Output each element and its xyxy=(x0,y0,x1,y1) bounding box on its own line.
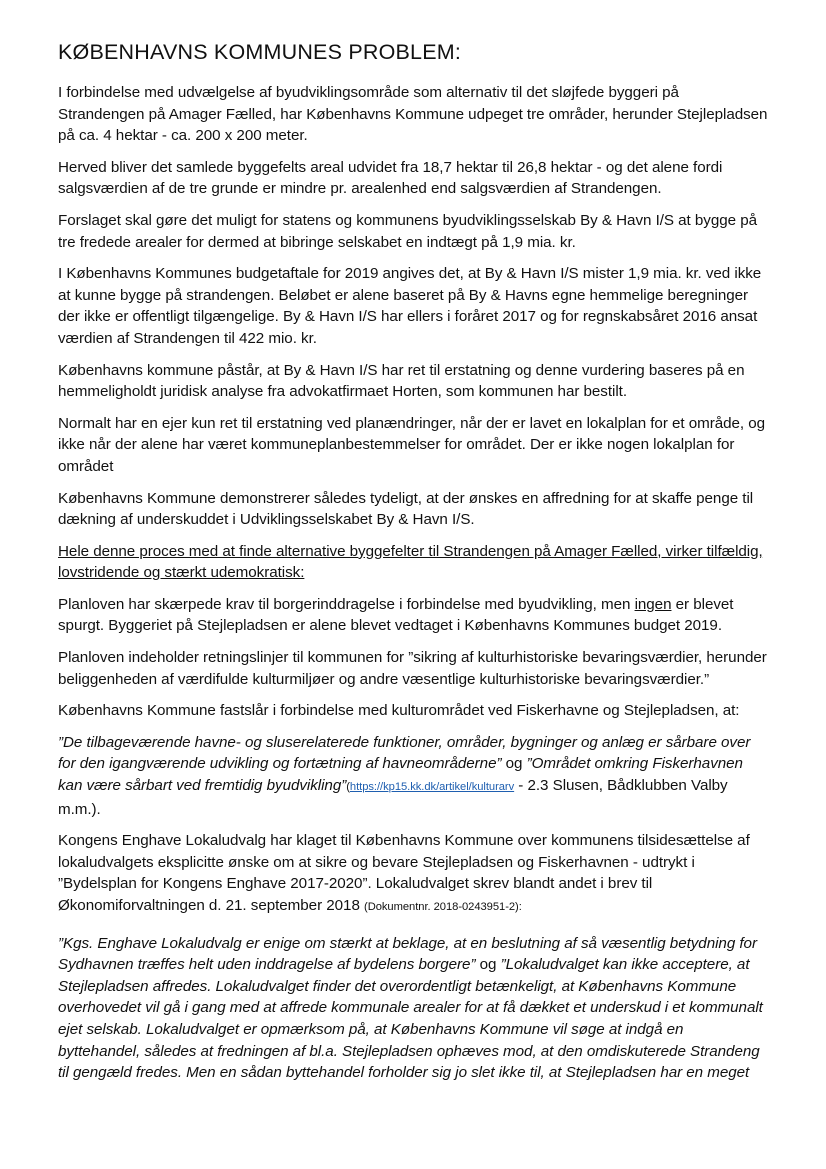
paragraph-12-after: - 2.3 Slusen, Bådklubben Valby m.m.). xyxy=(58,777,728,818)
kulturarv-link[interactable]: https://kp15.kk.dk/artikel/kulturarv xyxy=(349,781,515,794)
paragraph-7: Københavns Kommune demonstrerer således tydeligt, at der ønskes en affredning for at skaffe penge til dækning af underskuddet i Udviklingsselskabet By & Havn I/S. xyxy=(58,489,754,529)
paragraph-14-quote-1: ”Kgs. Enghave Lokaludvalg er enige om stærkt at beklage, at en beslutning af så væsentlig betydning for Sydhavnen træffes helt uden inddragelse af bydelens borgere” xyxy=(58,934,757,974)
paragraph-14-quote-2: ”Lokaludvalget kan ikke acceptere, at Stejlepladsen affredes. Lokaludvalget finder det overordentligt betænkeligt, at Københavns Kommune overhovedet vil gå i gang med at affrede kommunale arealer for at få dækket et underskud i et kommunalt ejet selskab. Lokaludvalget er opmærksom på, at Københavns Kommune vil søge at indgå en byttehandel, således at fredningen af bl.a. Stejlepladsen ophæves mod, at den omdiskuterede Strandeng til gengæld fredes. Men en sådan byttehandel forholder sig jo slet ikke til, at Stejlepladsen har en meget xyxy=(58,956,763,1082)
paragraph-9-text-a: Planloven har skærpede krav til borgerinddragelse i forbindelse med byudvikling, men xyxy=(58,595,635,613)
paragraph-2: Herved bliver det samlede byggefelts areal udvidet fra 18,7 hektar til 26,8 hektar - og det alene fordi salgsværdien af de tre grunde er mindre pr. arealenhed end salgsværdien af Strandengen. xyxy=(58,158,723,198)
paragraph-8-underlined-heading: Hele denne proces med at finde alternative byggefelter til Strandengen på Amager Fælled, virker tilfældig, lovstridende og stærkt udemokratisk: xyxy=(58,542,763,582)
paragraph-13 xyxy=(58,830,768,918)
paragraph-13-text: Kongens Enghave Lokaludvalg har klaget til Københavns Kommune over kommunens tilsidesættelse af lokaludvalgets eksplicitte ønske om at sikre og bevare Stejlepladsen og Fiskerhavnen - udtrykt i ”Bydelsplan for Kongens Enghave 2017-2020”. Lokaludvalget skrev blandt andet i brev til Økonomiforvaltningen d. 21. september 2018 xyxy=(58,832,750,914)
paragraph-10: Planloven indeholder retningslinjer til kommunen for ”sikring af kulturhistoriske bevaringsværdier, herunder beliggenheden af værdifulde kulturmiljøer og andre væsentlige kulturhistoriske bevaringsværdier.” xyxy=(58,649,767,688)
paragraph-14 xyxy=(58,933,768,1084)
paragraph-5: Københavns kommune påstår, at By & Havn I/S har ret til erstatning og denne vurdering baseres på en hemmeligholdt juridisk analyse fra advokatfirmaet Horten, som kommunen har bestilt. xyxy=(58,361,745,401)
paragraph-6: Normalt har en ejer kun ret til erstatning ved planændringer, når der er lavet en lokalplan for et område, og ikke når der alene har været kommuneplanbestemmelser for området. Der er ikke nogen lokalplan for området xyxy=(58,414,766,475)
paragraph-4: I Københavns Kommunes budgetaftale for 2019 angives det, at By & Havn I/S mister 1,9 mia. kr. ved ikke at kunne bygge på strandengen. Beløbet er alene baseret på By & Havns egne hemmelige beregninger der ikke er offentligt tilgængelige. By & Havn I/S har ellers i foråret 2017 og for regnskabsåret 2016 ansat værdien af Strandengen til 422 mio. kr. xyxy=(58,265,762,347)
paragraph-12-og: og xyxy=(501,755,527,773)
paragraph-12-quote-2: ”Området omkring Fiskerhavnen kan være sårbart ved fremtidig byudvikling” xyxy=(58,755,743,795)
paragraph-13-doc-number: (Dokumentnr. 2018-0243951-2): xyxy=(364,901,522,913)
paragraph-14-og: og xyxy=(475,956,501,974)
page-title: KØBENHAVNS KOMMUNES PROBLEM: xyxy=(58,40,462,64)
paragraph-9-text-b: er blevet spurgt. Byggeriet på Stejlepladsen er alene blevet vedtaget i Københavns Kommunes budget 2019. xyxy=(58,595,734,635)
paragraph-12-quote-1: ”De tilbageværende havne- og sluserelaterede funktioner, områder, bygninger og anlæg er sårbare over for den igangværende udvikling og fortætning af havneområderne” xyxy=(58,733,751,773)
paragraph-9 xyxy=(58,594,768,637)
paragraph-11: Københavns Kommune fastslår i forbindelse med kulturområdet ved Fiskerhavne og Stejlepladsen, at: xyxy=(58,702,740,720)
paragraph-1: I forbindelse med udvælgelse af byudviklingsområde som alternativ til det sløjfede byggeri på Strandengen på Amager Fælled, har Københavns Kommune udpeget tre områder, herunder Stejlepladsen på ca. 4 hektar - ca. 200 x 200 meter. xyxy=(58,84,768,145)
paragraph-12 xyxy=(58,732,768,820)
paragraph-3: Forslaget skal gøre det muligt for statens og kommunens byudviklingsselskab By & Havn I/S at bygge på tre fredede arealer for dermed at bibringe selskabet en indtægt på 1,9 mia. kr. xyxy=(58,211,757,251)
paragraph-9-underlined-word: ingen xyxy=(634,595,672,613)
paragraph-12-paren: ( xyxy=(346,781,350,794)
